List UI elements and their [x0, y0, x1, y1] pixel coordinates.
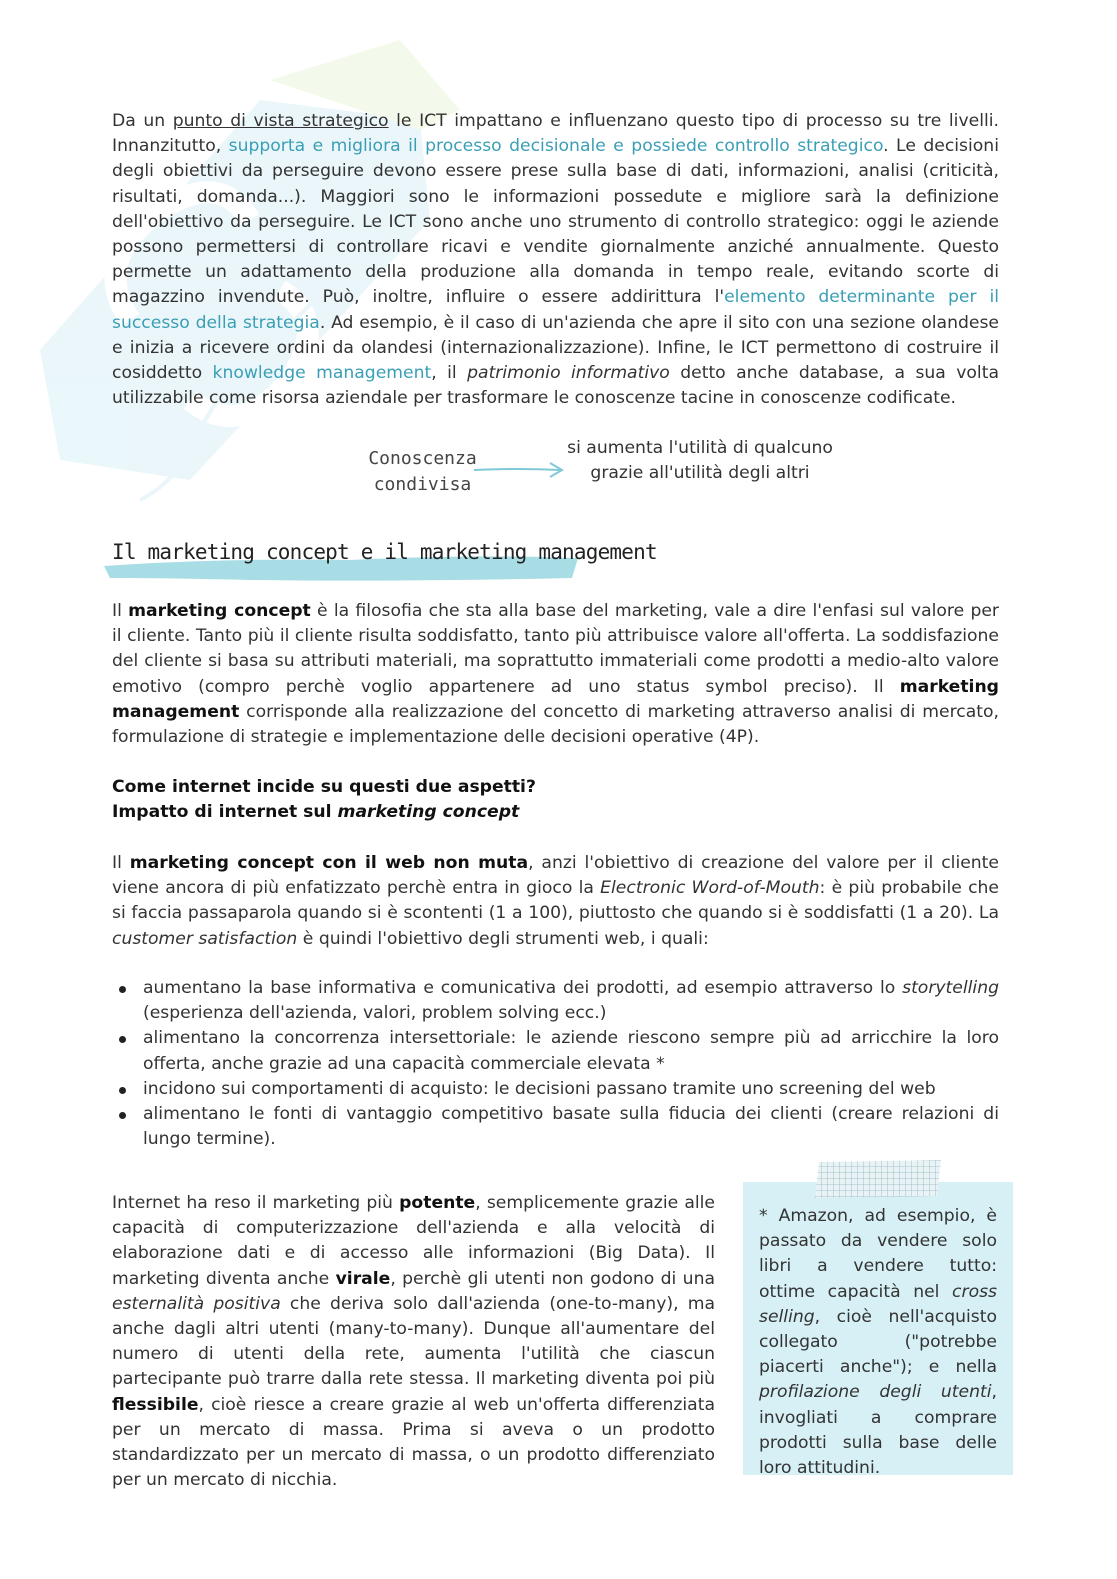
bold-term: marketing concept con il web non muta: [129, 853, 529, 873]
italic-term: cross selling: [759, 1281, 997, 1327]
text-run: Il: [112, 853, 130, 873]
italic-term: marketing concept: [337, 802, 520, 823]
bold-term: marketing concept: [128, 601, 311, 621]
text-run: Impatto di internet sul: [112, 802, 338, 823]
bold-term: virale: [335, 1268, 391, 1289]
text-run: (esperienza dell'azienda, valori, problem solving ecc.): [143, 1003, 607, 1024]
highlighted-term: elemento determinante per il successo della strategia: [112, 287, 999, 333]
paragraph-text: [112, 1191, 715, 1493]
bold-term: marketing management: [112, 676, 999, 722]
text-run: è quindi l'obiettivo degli strumenti web, i quali:: [297, 928, 709, 949]
list-item: [112, 976, 999, 1026]
text-run: , il: [431, 363, 468, 384]
text-run: detto anche database, a sua volta utilizzabile come risorsa aziendale per trasformare le conoscenze tacine in conoscenze codificate.: [112, 363, 999, 409]
list-item: alimentano le fonti di vantaggio competitivo basate sulla fiducia dei clienti (creare relazioni di lungo termine).: [112, 1102, 999, 1152]
italic-term: Electronic Word-of-Mouth: [600, 878, 820, 899]
text-run: , perchè gli utenti non godono di una: [390, 1268, 715, 1289]
side-note: [743, 1182, 1013, 1479]
text-run: Da un: [112, 111, 173, 131]
text-run: , cioè riesce a creare grazie al web un'offerta differenziata per un mercato di massa. Prima si aveva o un prodotto standardizzato per un mercato di massa, o un prodotto differenziato per un mercato di nicchia.: [112, 1394, 715, 1491]
italic-term: storytelling: [902, 978, 999, 998]
arrow-right-icon: [472, 460, 567, 480]
paragraph-text: [112, 599, 999, 750]
text-run: . Ad esempio, è il caso di un'azienda che apre il sito con una sezione olandese e inizia a ricevere ordini da olandesi (internazionalizzazione). Infine, le ICT permettono di costruire il cosiddetto: [112, 312, 999, 384]
diagram-label-line: Conoscenza: [368, 448, 477, 469]
paragraph-text: [112, 851, 999, 952]
diagram-label-line: condivisa: [373, 474, 472, 495]
diagram-label-line: grazie all'utilità degli altri: [590, 463, 810, 484]
web-marketing-paragraph: [112, 851, 999, 952]
text-run: . Le decisioni degli obiettivi da perseguire devono essere prese sulla base di dati, informazioni, analisi (criticità, risultati, domanda...). Maggiori sono le informazioni possedute e migliore sarà la definizione dell'obiettivo da perseguire. Le ICT sono anche uno strumento di controllo strategico: oggi le aziende possono permettersi di controllare ricavi e vendite giornalmente anziché annualmente. Questo permette un adattamento della produzione alla domanda in tempo reale, evitando scorte di magazzino invendute. Può, inoltre, influire o essere addirittura l': [112, 136, 999, 308]
highlighted-term: knowledge management: [212, 363, 432, 384]
diagram-source-label: [360, 446, 485, 498]
italic-term: customer satisfaction: [112, 928, 298, 949]
highlighted-term: supporta e migliora il processo decisionale e possiede controllo strategico: [228, 136, 884, 157]
text-run: è la filosofia che sta alla base del marketing, vale a dire l'enfasi sul valore per il cliente. Tanto più il cliente risulta soddisfatto, tanto più attribuisce valore all'offerta. La soddisfazione del cliente si basa su attributi materiali, ma soprattutto immateriali come prodotti a medio-alto valore emotivo (compro perchè voglio appartenere ad uno status symbol preciso). Il: [112, 601, 1000, 697]
subheading-impact: [112, 800, 999, 825]
text-run: le ICT impattano e influenzano questo tipo di processo su tre livelli. Innanzitutto,: [112, 111, 999, 157]
text-run: , cioè nell'acquisto collegato ("potrebbe piacerti anche"); e nella: [759, 1306, 997, 1378]
web-tools-list: [112, 976, 999, 1152]
text-run: : è più probabile che si faccia passaparola quando si è scontenti (1 a 100), piuttosto che quando si è soddisfatti (1 a 20). La: [112, 878, 999, 924]
text-run: * Amazon, ad esempio, è passato da vendere solo libri a vendere tutto: ottime capacità nel: [759, 1206, 997, 1302]
marketing-concept-paragraph: [112, 599, 999, 750]
text-run: , invogliati a comprare prodotti sulla base delle loro attitudini.: [759, 1382, 997, 1479]
bold-term: flessibile: [112, 1394, 199, 1415]
list-item: incidono sui comportamenti di acquisto: le decisioni passano tramite uno screening del web: [112, 1077, 999, 1102]
bold-term: potente: [399, 1193, 476, 1213]
subheading-block: [112, 775, 999, 825]
text-run: corrisponde alla realizzazione del concetto di marketing attraverso analisi di mercato, formulazione di strategie e implementazione delle decisioni operative (4P).: [112, 701, 999, 748]
text-run: che deriva solo dall'azienda (one-to-many), ma anche dagli altri utenti (many-to-many). Dunque all'aumentare del numero di utenti della rete, aumenta l'utilità che ciascun partecipante può trarre dalla rete stessa. Il marketing diventa poi più: [112, 1293, 715, 1390]
section-title: Il marketing concept e il marketing management: [112, 540, 657, 564]
internet-marketing-paragraph: [112, 1191, 715, 1493]
diagram-result-label: [560, 436, 840, 486]
italic-term: profilazione degli utenti: [759, 1382, 992, 1403]
text-run: aumentano la base informativa e comunicativa dei prodotti, ad esempio attraverso lo: [143, 978, 903, 998]
text-run: Il: [112, 601, 129, 621]
italic-term: patrimonio informativo: [467, 363, 670, 384]
note-text: [759, 1204, 997, 1481]
text-run: , semplicemente grazie alle capacità di computerizzazione dell'azienda e alla velocità di elaborazione dati e di accesso alle informazioni (Big Data). Il marketing diventa anche: [112, 1193, 716, 1289]
italic-term: esternalità positiva: [112, 1293, 281, 1314]
diagram-label-line: si aumenta l'utilità di qualcuno: [567, 438, 833, 458]
section-heading: [100, 536, 657, 584]
text-run: , anzi l'obiettivo di creazione del valore per il cliente viene ancora di più enfatizzato perchè entra in gioco la: [112, 853, 999, 899]
underlined-term: punto di vista strategico: [172, 111, 389, 131]
list-item: alimentano la concorrenza intersettoriale: le aziende riescono sempre più ad arricchire la loro offerta, anche grazie ad una capacità commerciale elevata *: [112, 1026, 999, 1076]
strategic-ict-paragraph: [112, 109, 999, 411]
paragraph-text: [112, 109, 999, 411]
tape-decoration: [815, 1160, 943, 1198]
shared-knowledge-diagram: [0, 432, 1117, 522]
text-run: Internet ha reso il marketing più: [112, 1193, 400, 1213]
subheading-question: Come internet incide su questi due aspetti?: [112, 777, 536, 797]
